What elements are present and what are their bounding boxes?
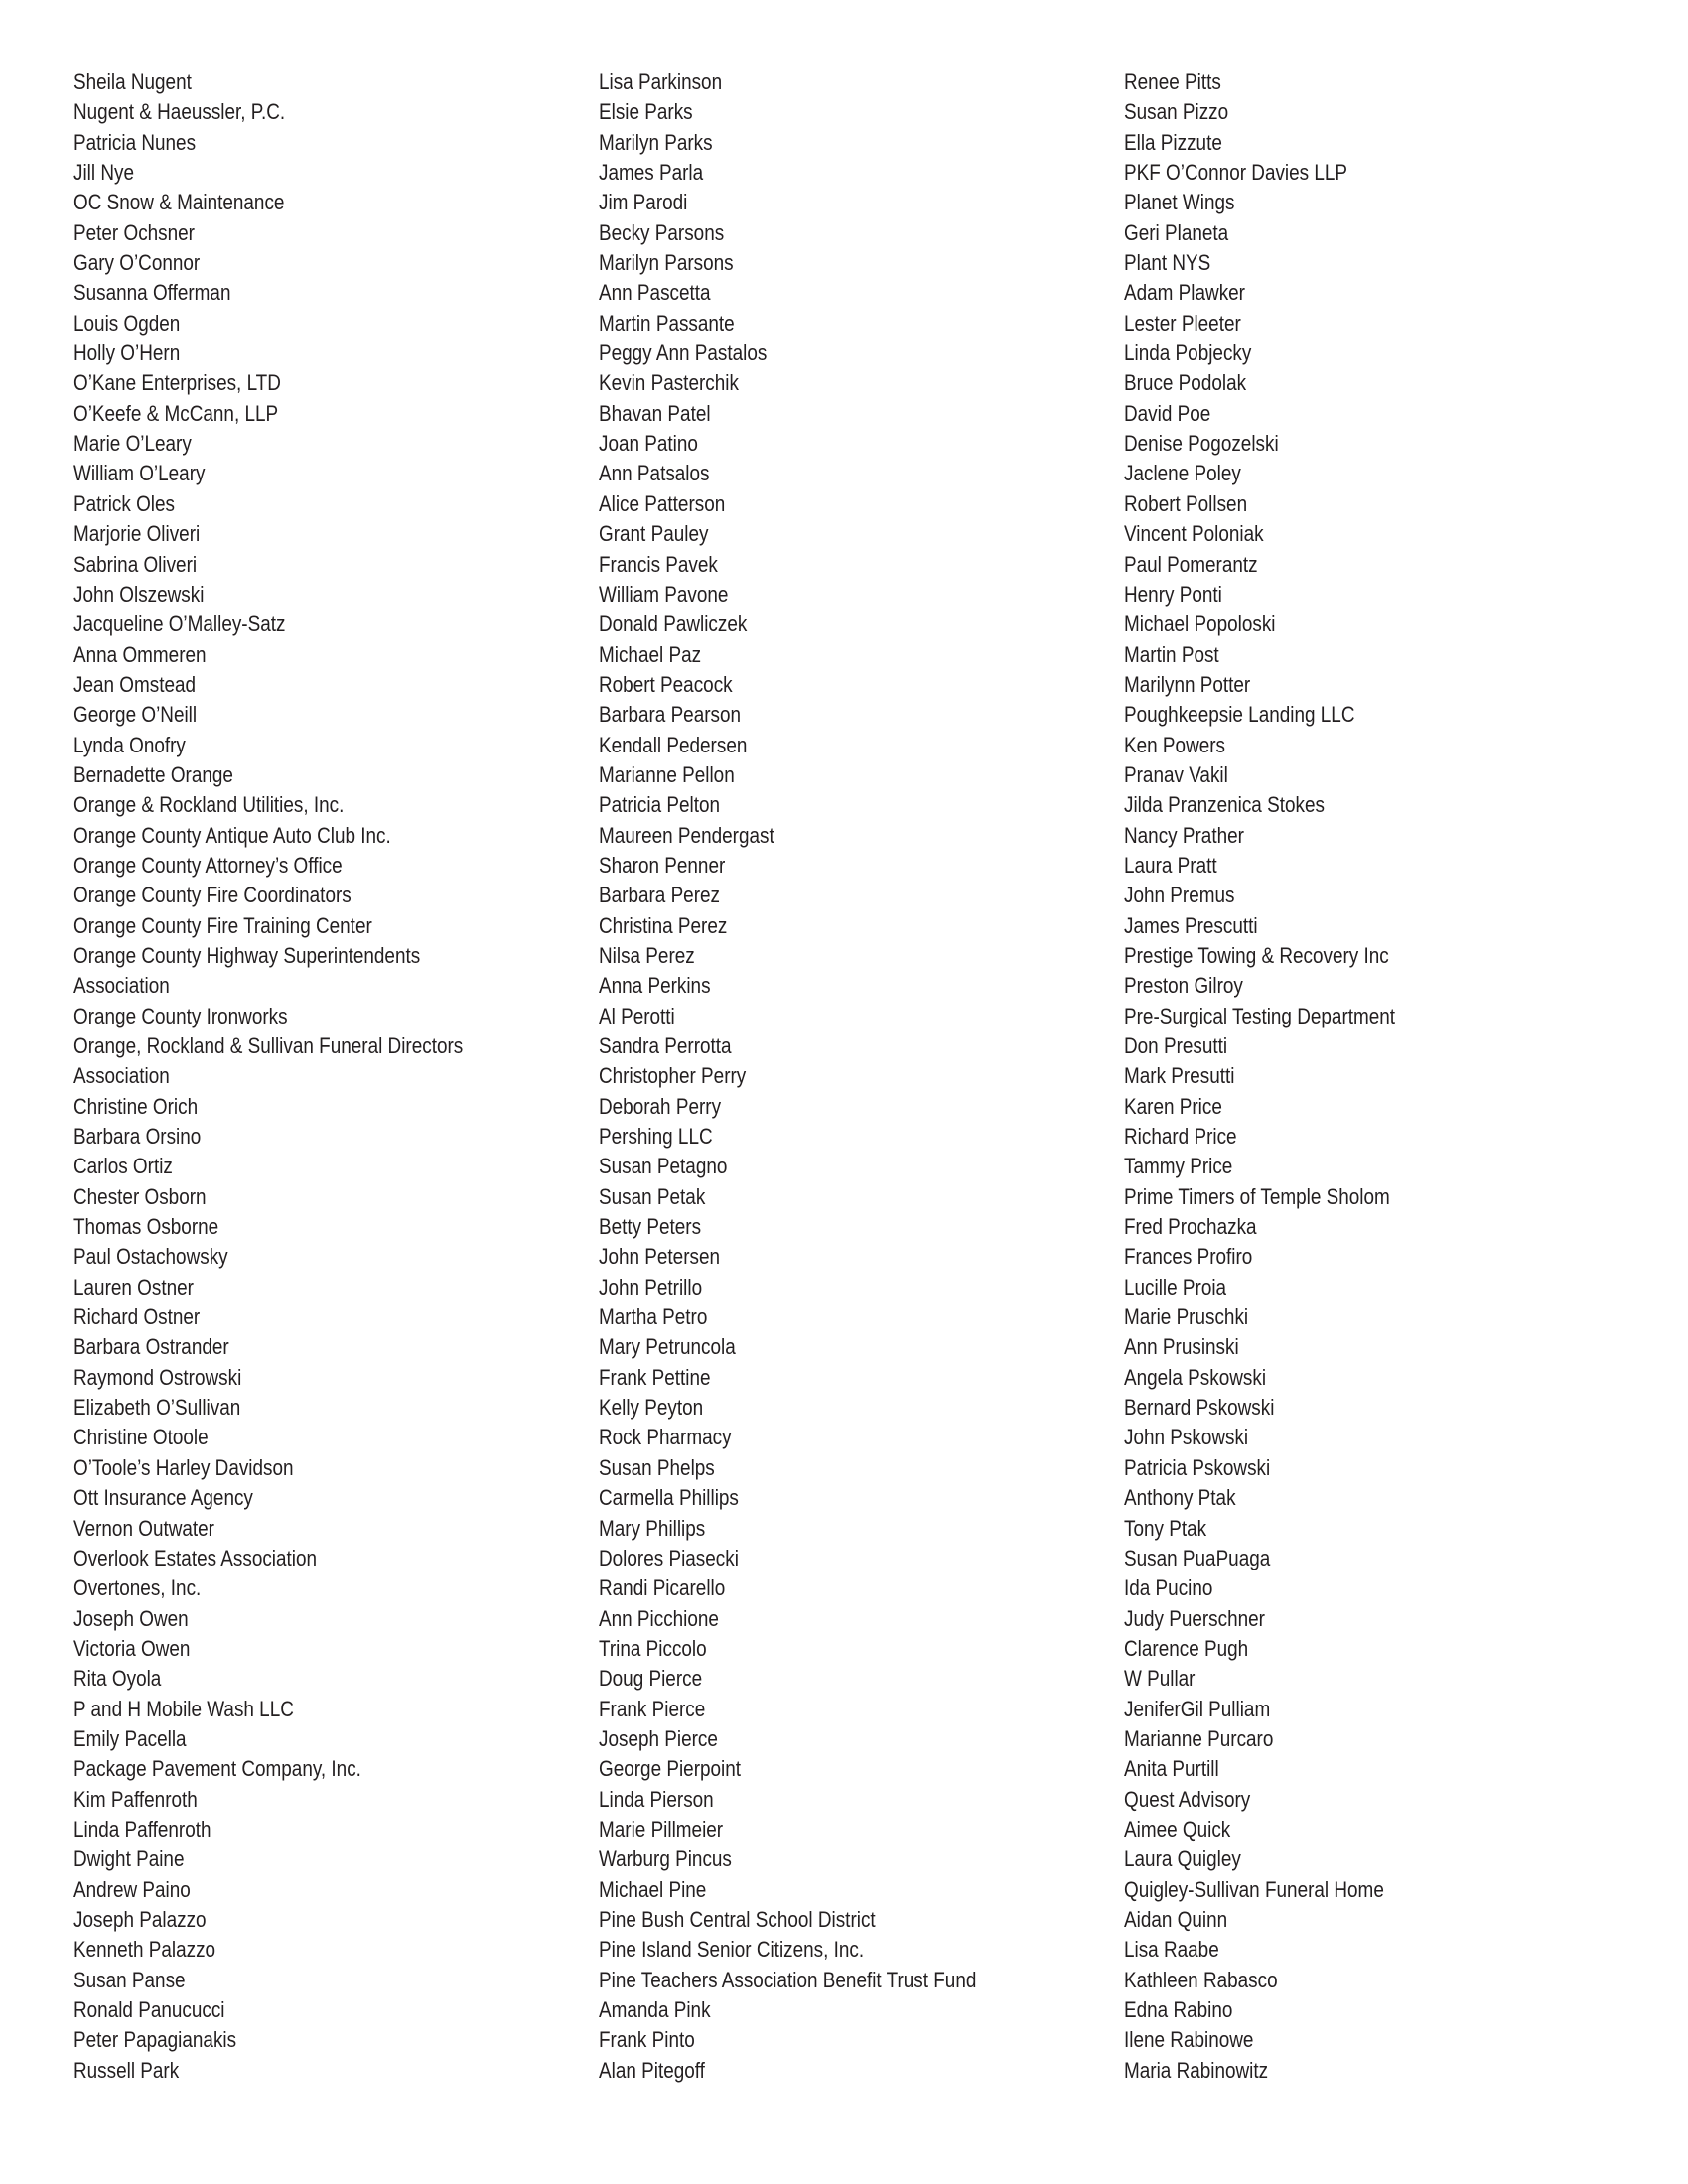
name-entry: Jean Omstead (73, 671, 197, 697)
name-entry: Jilda Pranzenica Stokes (1124, 792, 1325, 818)
name-entry: Susan Panse (73, 1967, 186, 1992)
name-entry: Christine Otoole (73, 1425, 209, 1450)
name-entry: Martha Petro (599, 1304, 708, 1330)
name-entry: Frances Profiro (1124, 1244, 1253, 1270)
name-entry: Lucille Proia (1124, 1274, 1227, 1299)
name-entry: John Pskowski (1124, 1425, 1249, 1450)
name-entry: Bernard Pskowski (1124, 1395, 1275, 1421)
name-entry: Association (73, 1063, 170, 1089)
name-entry: Patricia Nunes (73, 129, 197, 155)
name-entry: Maria Rabinowitz (1124, 2057, 1269, 2083)
name-entry: Marianne Purcaro (1124, 1725, 1274, 1751)
name-entry: Alan Pitegoff (599, 2057, 705, 2083)
name-entry: Nancy Prather (1124, 822, 1244, 848)
name-entry: Renee Pitts (1124, 69, 1221, 94)
name-entry: Tammy Price (1124, 1154, 1233, 1179)
name-entry: PKF O’Connor Davies LLP (1124, 160, 1348, 186)
name-entry: Joseph Owen (73, 1605, 189, 1631)
name-entry: Bernadette Orange (73, 761, 233, 787)
name-entry: Judy Puerschner (1124, 1605, 1265, 1631)
name-entry: Dolores Piasecki (599, 1545, 739, 1570)
name-entry: Grant Pauley (599, 521, 709, 547)
name-entry: Susan PuaPuaga (1124, 1545, 1271, 1570)
name-entry: Pre-Surgical Testing Department (1124, 1003, 1396, 1028)
name-entry: Holly O’Hern (73, 341, 181, 366)
name-entry: Ida Pucino (1124, 1575, 1213, 1601)
name-entry: Barbara Ostrander (73, 1334, 229, 1360)
name-entry: Bruce Podolak (1124, 370, 1247, 396)
name-entry: Ken Powers (1124, 732, 1226, 757)
name-entry: Ronald Panucucci (73, 1997, 225, 2022)
name-entry: Sabrina Oliveri (73, 551, 198, 577)
name-entry: Lauren Ostner (73, 1274, 194, 1299)
name-entry: Chester Osborn (73, 1183, 207, 1209)
name-entry: Barbara Perez (599, 883, 720, 908)
name-entry: Marilyn Parks (599, 129, 713, 155)
name-entry: Frank Pinto (599, 2027, 695, 2053)
name-entry: David Poe (1124, 400, 1211, 426)
name-entry: Marjorie Oliveri (73, 521, 201, 547)
name-entry: Lynda Onofry (73, 732, 186, 757)
name-entry: Karen Price (1124, 1093, 1222, 1119)
name-entry: Association (73, 973, 170, 999)
name-entry: Rita Oyola (73, 1666, 162, 1692)
name-entry: Jacqueline O’Malley-Satz (73, 612, 286, 637)
name-entry: Elizabeth O’Sullivan (73, 1395, 241, 1421)
name-entry: Jim Parodi (599, 190, 688, 215)
name-entry: Ott Insurance Agency (73, 1485, 253, 1511)
name-entry: Barbara Pearson (599, 702, 742, 728)
name-entry: Jaclene Poley (1124, 461, 1241, 486)
name-entry: Orange County Fire Training Center (73, 912, 372, 938)
name-entry: Rock Pharmacy (599, 1425, 732, 1450)
name-entry: John Olszewski (73, 581, 205, 607)
name-entry: Pine Island Senior Citizens, Inc. (599, 1937, 865, 1963)
name-entry: Patricia Pskowski (1124, 1454, 1271, 1480)
name-entry: William O’Leary (73, 461, 206, 486)
name-entry: Anna Ommeren (73, 641, 207, 667)
name-entry: Susanna Offerman (73, 280, 231, 306)
name-entry: Ann Prusinski (1124, 1334, 1239, 1360)
name-entry: Marie Pruschki (1124, 1304, 1249, 1330)
name-entry: Raymond Ostrowski (73, 1364, 242, 1390)
name-entry: Orange County Ironworks (73, 1003, 288, 1028)
name-entry: Edna Rabino (1124, 1997, 1233, 2022)
name-entry: Plant NYS (1124, 250, 1211, 276)
name-entry: Sharon Penner (599, 852, 726, 878)
name-entry: Tony Ptak (1124, 1515, 1207, 1541)
name-entry: Mary Petruncola (599, 1334, 736, 1360)
name-entry: Linda Paffenroth (73, 1816, 211, 1842)
name-entry: Victoria Owen (73, 1635, 191, 1661)
name-entry: Emily Pacella (73, 1725, 187, 1751)
name-entry: Vernon Outwater (73, 1515, 214, 1541)
name-entry: Linda Pobjecky (1124, 341, 1252, 366)
name-entry: George O’Neill (73, 702, 198, 728)
name-entry: Overtones, Inc. (73, 1575, 202, 1601)
name-column-1 (73, 68, 590, 2086)
name-entry: Andrew Paino (73, 1876, 191, 1902)
name-entry: Robert Peacock (599, 671, 733, 697)
name-entry: Marilyn Parsons (599, 250, 734, 276)
name-entry: Vincent Poloniak (1124, 521, 1264, 547)
name-entry: John Petrillo (599, 1274, 703, 1299)
name-entry: Orange & Rockland Utilities, Inc. (73, 792, 345, 818)
name-entry: Peggy Ann Pastalos (599, 341, 768, 366)
name-entry: Pine Bush Central School District (599, 1906, 876, 1932)
name-entry: Denise Pogozelski (1124, 431, 1279, 457)
name-entry: Christina Perez (599, 912, 728, 938)
name-entry: Thomas Osborne (73, 1214, 219, 1240)
name-entry: Joseph Palazzo (73, 1906, 207, 1932)
name-entry: Warburg Pincus (599, 1846, 732, 1872)
name-entry: Anna Perkins (599, 973, 711, 999)
name-entry: Susan Petak (599, 1183, 706, 1209)
name-column-2 (599, 68, 1115, 2086)
name-entry: Susan Phelps (599, 1454, 715, 1480)
name-entry: Pershing LLC (599, 1124, 713, 1150)
name-entry: Michael Popoloski (1124, 612, 1276, 637)
name-entry: Al Perotti (599, 1003, 675, 1028)
name-entry: Geri Planeta (1124, 219, 1229, 245)
name-entry: Lisa Raabe (1124, 1937, 1219, 1963)
name-entry: Orange County Fire Coordinators (73, 883, 352, 908)
name-entry: Don Presutti (1124, 1033, 1228, 1058)
name-entry: Aidan Quinn (1124, 1906, 1228, 1932)
name-entry: Package Pavement Company, Inc. (73, 1756, 361, 1782)
name-entry: Marianne Pellon (599, 761, 735, 787)
name-entry: Francis Pavek (599, 551, 718, 577)
name-entry: Donald Pawliczek (599, 612, 748, 637)
name-entry: Nugent & Haeussler, P.C. (73, 99, 286, 125)
name-entry: Bhavan Patel (599, 400, 711, 426)
name-entry: Michael Paz (599, 641, 702, 667)
name-entry: Susan Pizzo (1124, 99, 1229, 125)
name-entry: William Pavone (599, 581, 729, 607)
name-entry: Gary O’Connor (73, 250, 201, 276)
name-entry: Mark Presutti (1124, 1063, 1235, 1089)
name-entry: Marie Pillmeier (599, 1816, 724, 1842)
name-entry: O’Keefe & McCann, LLP (73, 400, 279, 426)
name-entry: Betty Peters (599, 1214, 702, 1240)
name-entry: JeniferGil Pulliam (1124, 1696, 1271, 1721)
name-entry: Amanda Pink (599, 1997, 711, 2022)
name-entry: Adam Plawker (1124, 280, 1245, 306)
name-entry: Quigley-Sullivan Funeral Home (1124, 1876, 1384, 1902)
name-entry: OC Snow & Maintenance (73, 190, 285, 215)
name-entry: Aimee Quick (1124, 1816, 1231, 1842)
name-entry: Susan Petagno (599, 1154, 728, 1179)
name-entry: Prestige Towing & Recovery Inc (1124, 942, 1389, 968)
name-entry: Dwight Paine (73, 1846, 185, 1872)
name-column-3 (1124, 68, 1640, 2086)
name-entry: Orange County Attorney’s Office (73, 852, 343, 878)
name-entry: Orange County Highway Superintendents (73, 942, 421, 968)
name-entry: Barbara Orsino (73, 1124, 202, 1150)
name-entry: Sandra Perrotta (599, 1033, 732, 1058)
name-entry: Mary Phillips (599, 1515, 706, 1541)
name-entry: Lisa Parkinson (599, 69, 723, 94)
name-entry: Anita Purtill (1124, 1756, 1219, 1782)
name-entry: Richard Price (1124, 1124, 1237, 1150)
name-entry: Doug Pierce (599, 1666, 703, 1692)
name-entry: Marie O’Leary (73, 431, 192, 457)
name-entry: Alice Patterson (599, 490, 726, 516)
name-entry: Russell Park (73, 2057, 180, 2083)
name-entry: Anthony Ptak (1124, 1485, 1236, 1511)
name-entry: Kevin Pasterchik (599, 370, 739, 396)
name-entry: Kendall Pedersen (599, 732, 748, 757)
name-entry: Overlook Estates Association (73, 1545, 318, 1570)
name-entry: Prime Timers of Temple Sholom (1124, 1183, 1390, 1209)
name-entry: Fred Prochazka (1124, 1214, 1257, 1240)
name-entry: Ilene Rabinowe (1124, 2027, 1254, 2053)
name-entry: Kelly Peyton (599, 1395, 704, 1421)
name-entry: Randi Picarello (599, 1575, 726, 1601)
name-entry: Maureen Pendergast (599, 822, 774, 848)
name-entry: Frank Pettine (599, 1364, 711, 1390)
name-entry: James Prescutti (1124, 912, 1258, 938)
name-entry: Ann Picchione (599, 1605, 719, 1631)
name-entry: Laura Quigley (1124, 1846, 1241, 1872)
name-entry: O’Toole’s Harley Davidson (73, 1454, 294, 1480)
name-entry: Poughkeepsie Landing LLC (1124, 702, 1355, 728)
name-entry: Henry Ponti (1124, 581, 1222, 607)
name-entry: Becky Parsons (599, 219, 725, 245)
name-entry: Laura Pratt (1124, 852, 1217, 878)
name-entry: Nilsa Perez (599, 942, 695, 968)
name-entry: Lester Pleeter (1124, 310, 1241, 336)
name-entry: Christine Orich (73, 1093, 199, 1119)
name-entry: Michael Pine (599, 1876, 707, 1902)
name-entry: Preston Gilroy (1124, 973, 1243, 999)
name-entry: O’Kane Enterprises, LTD (73, 370, 281, 396)
name-entry: Richard Ostner (73, 1304, 201, 1330)
name-entry: P and H Mobile Wash LLC (73, 1696, 294, 1721)
name-entry: Louis Ogden (73, 310, 181, 336)
name-entry: Elsie Parks (599, 99, 693, 125)
name-entry: Jill Nye (73, 160, 134, 186)
name-entry: Ella Pizzute (1124, 129, 1222, 155)
name-entry: Patricia Pelton (599, 792, 720, 818)
name-entry: Frank Pierce (599, 1696, 706, 1721)
name-entry: Pine Teachers Association Benefit Trust Fund (599, 1967, 977, 1992)
name-entry: Martin Post (1124, 641, 1219, 667)
name-entry: Joan Patino (599, 431, 698, 457)
name-entry: Trina Piccolo (599, 1635, 707, 1661)
name-entry: Sheila Nugent (73, 69, 192, 94)
name-entry: Ann Pascetta (599, 280, 711, 306)
name-entry: Orange County Antique Auto Club Inc. (73, 822, 391, 848)
name-entry: Angela Pskowski (1124, 1364, 1267, 1390)
name-entry: Quest Advisory (1124, 1786, 1251, 1812)
name-entry: Ann Patsalos (599, 461, 710, 486)
name-entry: Martin Passante (599, 310, 735, 336)
name-entry: Christopher Perry (599, 1063, 747, 1089)
name-entry: W Pullar (1124, 1666, 1196, 1692)
name-entry: Carlos Ortiz (73, 1154, 173, 1179)
name-entry: Kim Paffenroth (73, 1786, 198, 1812)
name-entry: John Petersen (599, 1244, 721, 1270)
name-entry: Patrick Oles (73, 490, 175, 516)
name-entry: Joseph Pierce (599, 1725, 718, 1751)
name-entry: Carmella Phillips (599, 1485, 739, 1511)
name-entry: Peter Papagianakis (73, 2027, 237, 2053)
name-entry: Clarence Pugh (1124, 1635, 1249, 1661)
name-entry: Paul Pomerantz (1124, 551, 1258, 577)
name-entry: Planet Wings (1124, 190, 1235, 215)
name-entry: Paul Ostachowsky (73, 1244, 228, 1270)
name-entry: Kathleen Rabasco (1124, 1967, 1278, 1992)
name-entry: George Pierpoint (599, 1756, 742, 1782)
name-entry: James Parla (599, 160, 704, 186)
name-entry: Marilynn Potter (1124, 671, 1251, 697)
name-entry: Kenneth Palazzo (73, 1937, 216, 1963)
name-entry: Pranav Vakil (1124, 761, 1228, 787)
name-entry: Deborah Perry (599, 1093, 722, 1119)
name-entry: John Premus (1124, 883, 1235, 908)
name-entry: Orange, Rockland & Sullivan Funeral Directors (73, 1033, 464, 1058)
name-entry: Linda Pierson (599, 1786, 714, 1812)
name-entry: Robert Pollsen (1124, 490, 1248, 516)
name-entry: Peter Ochsner (73, 219, 195, 245)
